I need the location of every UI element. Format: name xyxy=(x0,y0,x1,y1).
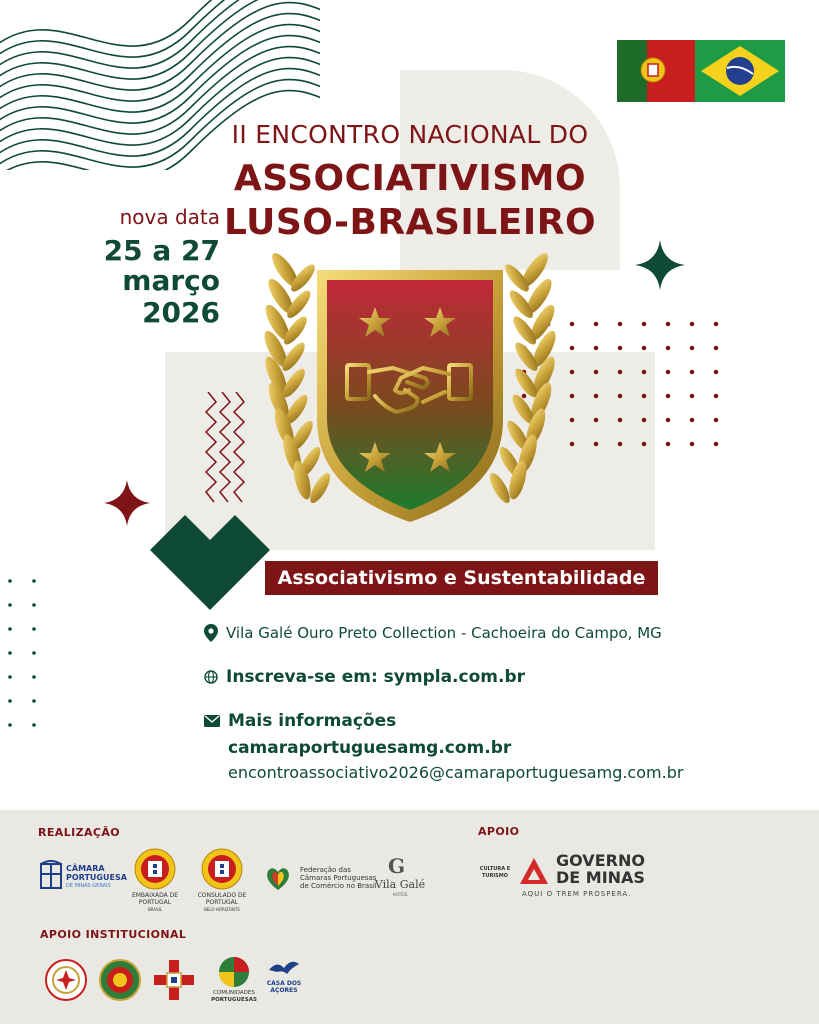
realizacao-label: REALIZAÇÃO xyxy=(38,826,121,839)
location-pin-icon xyxy=(204,624,218,642)
email-link[interactable]: encontroassociativo2026@camaraportuguesamg.com.br xyxy=(228,763,684,782)
apoio-label: APOIO xyxy=(478,825,520,838)
event-date-year: 2026 xyxy=(142,296,220,329)
event-title-line2: ASSOCIATIVISMO xyxy=(233,158,587,199)
event-date-month: março xyxy=(122,264,220,297)
event-title-line1: II ENCONTRO NACIONAL DO xyxy=(231,120,589,149)
consulado-logo xyxy=(190,848,254,912)
governo-slogan: AQUI O TREM PROSPERA. xyxy=(522,890,632,898)
portugal-brazil-flags xyxy=(617,40,785,102)
vila-gale-sub: HOTÉIS xyxy=(392,892,408,897)
theme-banner: Associativismo e Sustentabilidade xyxy=(265,561,658,595)
embaixada-sub: BRASIL xyxy=(147,907,163,912)
envelope-icon xyxy=(204,715,220,727)
embaixada-text: EMBAIXADA DE PORTUGAL xyxy=(131,892,179,906)
governo-line1: GOVERNO xyxy=(556,851,645,870)
embaixada-logo xyxy=(124,848,186,912)
casa-line2: AÇORES xyxy=(270,987,298,994)
minas-triangle-icon xyxy=(520,858,548,884)
turismo-text: TURISMO xyxy=(481,873,508,879)
comunidades-line2: PORTUGUESAS xyxy=(211,997,257,1003)
heart-leaf-icon xyxy=(264,864,292,892)
window-icon xyxy=(40,860,62,890)
date-note: nova data xyxy=(119,205,220,229)
camara-line1: CÂMARA xyxy=(66,864,105,873)
sparkle-red-icon xyxy=(104,480,150,526)
vila-gale-logo xyxy=(372,854,428,904)
casa-dos-acores-logo xyxy=(262,958,306,1010)
governo-line2: DE MINAS xyxy=(556,868,645,887)
institutional-seal-logo-1 xyxy=(44,958,88,1002)
location-text: Vila Galé Ouro Preto Collection - Cachoeira do Campo, MG xyxy=(226,624,662,642)
apoio-institucional-label: APOIO INSTITUCIONAL xyxy=(40,928,187,941)
cross-emblem-logo xyxy=(152,958,196,1002)
location-row xyxy=(204,624,662,642)
camara-line2: PORTUGUESA xyxy=(66,873,127,882)
bird-icon xyxy=(269,958,299,978)
consulado-sub: BELO HORIZONTE xyxy=(204,907,240,912)
casa-line1: CASA DOS xyxy=(266,980,302,987)
shield-emblem xyxy=(225,250,595,530)
camara-line3: DE MINAS GERAIS xyxy=(66,883,111,889)
portugal-coat-of-arms-icon xyxy=(201,848,243,890)
event-title-line3: LUSO-BRASILEIRO xyxy=(223,202,597,243)
event-date-days: 25 a 27 xyxy=(103,234,220,267)
federacao-line1: Federação das xyxy=(300,866,351,874)
federacao-line2: Câmaras Portuguesas xyxy=(300,874,377,882)
vila-gale-g-icon: G xyxy=(388,854,406,878)
globe-icon xyxy=(204,670,218,684)
portugal-coat-of-arms-icon xyxy=(134,848,176,890)
website-link[interactable]: camaraportuguesamg.com.br xyxy=(228,738,512,758)
cultura-text: CULTURA E xyxy=(479,866,511,872)
federacao-line3: de Comércio no Brasil xyxy=(300,882,377,890)
comunidades-line1: COMUNIDADES xyxy=(213,990,255,996)
registration-link[interactable]: Inscreva-se em: sympla.com.br xyxy=(226,667,525,687)
vila-gale-text: Vila Galé xyxy=(374,878,426,891)
comunidades-icon xyxy=(218,956,250,988)
institutional-seal-logo-2 xyxy=(98,958,142,1002)
more-info-heading: Mais informações xyxy=(228,711,397,731)
governo-minas-logo xyxy=(478,850,658,902)
camara-portuguesa-logo xyxy=(40,858,127,898)
consulado-text: CONSULADO DE PORTUGAL xyxy=(197,892,247,906)
registration-row xyxy=(204,667,525,687)
federacao-logo xyxy=(264,862,377,896)
comunidades-portuguesas-logo xyxy=(206,956,262,1010)
sponsors-footer xyxy=(0,810,819,1024)
sparkle-green-icon xyxy=(635,240,685,290)
green-dot-grid-decoration xyxy=(2,575,47,745)
